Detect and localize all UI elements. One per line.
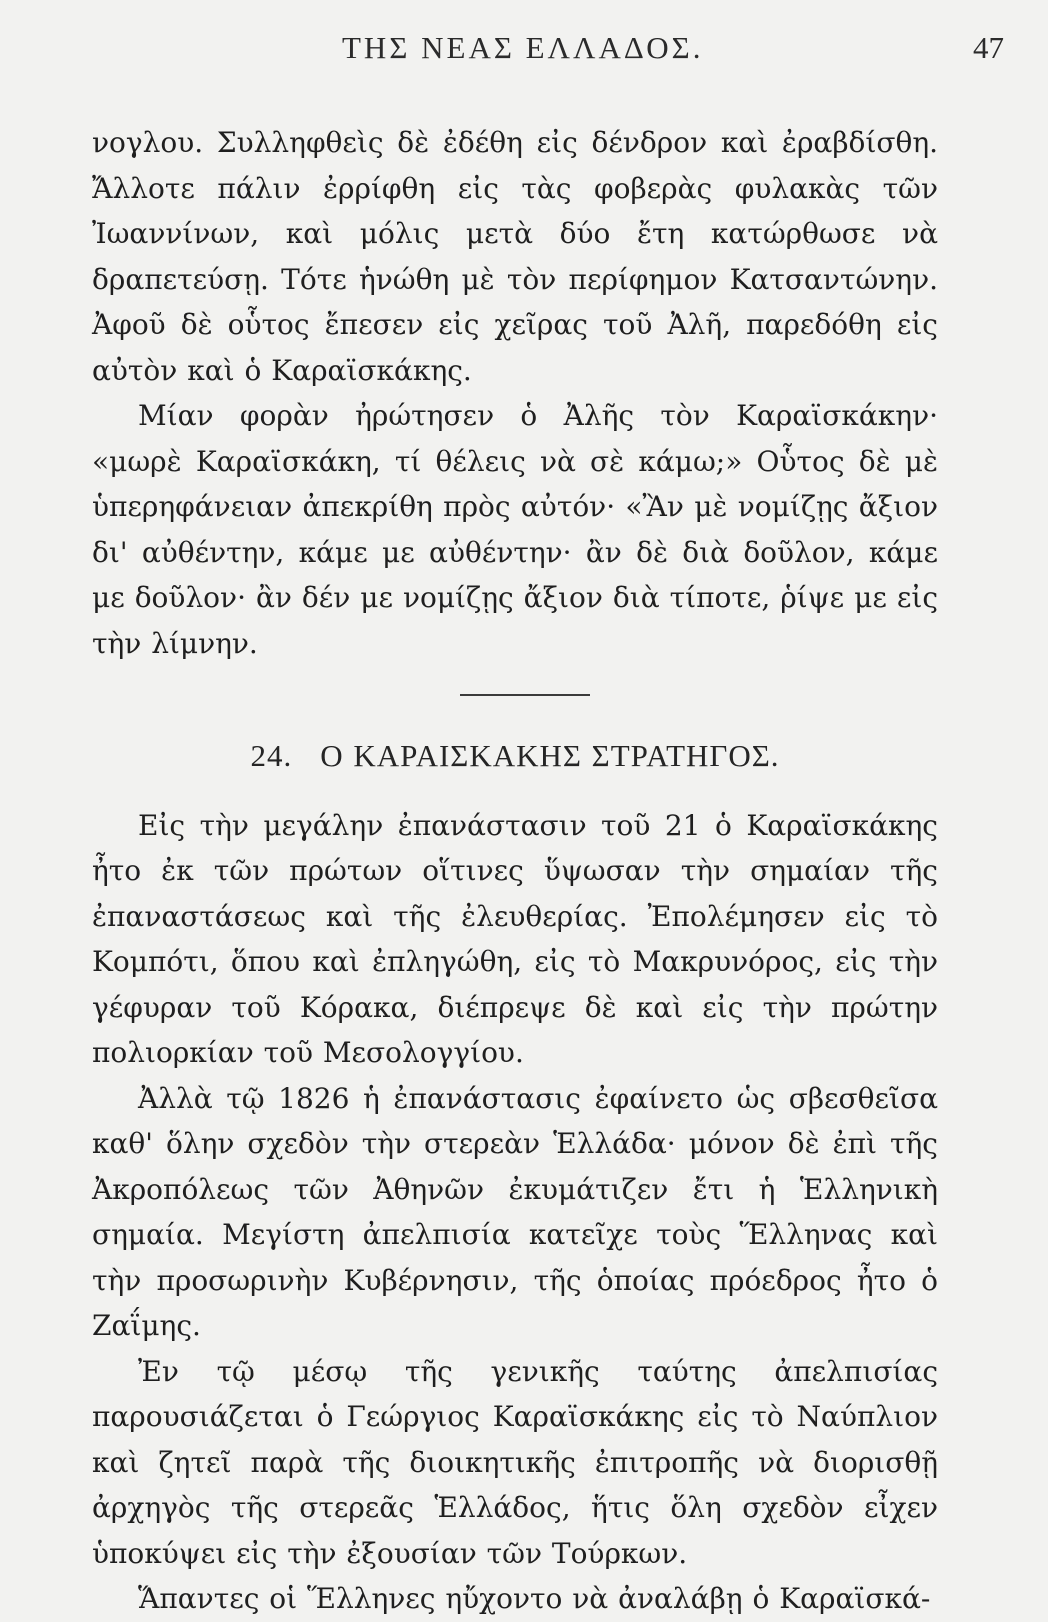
section-title: Ο ΚΑΡΑΙΣΚΑΚΗΣ ΣΤΡΑΤΗΓΟΣ. <box>320 738 780 773</box>
paragraph-4: Ἀλλὰ τῷ 1826 ἡ ἐπανάστασις ἐφαίνετο ὡς σβεσθεῖσα καθ' ὅλην σχεδὸν τὴν στερεὰν Ἑλλάδα· μόνον δὲ ἐπὶ τῆς Ἀκροπόλεως τῶν Ἀθηνῶν ἐκυμάτιζεν ἔτι ἡ Ἑλληνικὴ σημαία. Μεγίστη ἀπελπισία κατεῖχε τοὺς Ἕλληνας καὶ τὴν προσωρινὴν Κυβέρνησιν, τῆς ὁποίας πρόεδρος ἦτο ὁ Ζαΐμης. <box>92 1081 938 1342</box>
page-number: 47 <box>973 30 1004 65</box>
running-header <box>92 24 1004 78</box>
running-title: ΤΗΣ ΝΕΑΣ ΕΛΛΑΔΟΣ. <box>342 30 704 65</box>
paragraph-2: Μίαν φορὰν ἠρώτησεν ὁ Ἀλῆς τὸν Καραϊσκάκην· «μωρὲ Καραϊσκάκη, τί θέλεις νὰ σὲ κάμω;» Οὗτος δὲ μὲ ὑπερηφάνειαν ἀπεκρίθη πρὸς αὐτόν· «Ἂν μὲ νομίζῃς ἄξιον δι' αὐθέντην, κάμε με αὐθέντην· ἂν δὲ διὰ δοῦλον, κάμε με δοῦλον· ἂν δέν με νομίζῃς ἄξιον διὰ τίποτε, ῥίψε με εἰς τὴν λίμνην. <box>92 399 938 660</box>
paragraph-5: Ἐν τῷ μέσῳ τῆς γενικῆς ταύτης ἀπελπισίας παρουσιάζεται ὁ Γεώργιος Καραϊσκάκης εἰς τὸ Ναύπλιον καὶ ζητεῖ παρὰ τῆς διοικητικῆς ἐπιτροπῆς νὰ διορισθῇ ἀρχηγὸς τῆς στερεᾶς Ἑλλάδος, ἥτις ὅλη σχεδὸν εἶχεν ὑποκύψει εἰς τὴν ἐξουσίαν τῶν Τούρκων. <box>92 1354 938 1570</box>
section-divider <box>460 694 590 696</box>
paragraph-6: Ἅπαντες οἱ Ἕλληνες ηὔχοντο νὰ ἀναλάβῃ ὁ Καραϊσκά- <box>138 1582 931 1615</box>
section-number: 24. <box>250 738 293 773</box>
section-heading <box>92 733 938 779</box>
paragraph-3: Εἰς τὴν μεγάλην ἐπανάστασιν τοῦ 21 ὁ Καραϊσκάκης ἦτο ἐκ τῶν πρώτων οἵτινες ὕψωσαν τὴν σημαίαν τῆς ἐπαναστάσεως καὶ τῆς ἐλευθερίας. Ἐπολέμησεν εἰς τὸ Κομπότι, ὅπου καὶ ἐπληγώθη, εἰς τὸ Μακρυνόρος, εἰς τὴν γέφυραν τοῦ Κόρακα, διέπρεψε δὲ καὶ εἰς τὴν πρώτην πολιορκίαν τοῦ Μεσολογγίου. <box>92 808 938 1069</box>
paragraph-1: νογλου. Συλληφθεὶς δὲ ἐδέθη εἰς δένδρον καὶ ἐραβδίσθη. Ἄλλοτε πάλιν ἐρρίφθη εἰς τὰς φοβερὰς φυλακὰς τῶν Ἰωαννίνων, καὶ μόλις μετὰ δύο ἔτη κατώρθωσε νὰ δραπετεύσῃ. Τότε ἡνώθη μὲ τὸν περίφημον Κατσαντώνην. Ἀφοῦ δὲ οὗτος ἔπεσεν εἰς χεῖρας τοῦ Ἀλῆ, παρεδόθη εἰς αὐτὸν καὶ ὁ Καραϊσκάκης. <box>92 126 938 387</box>
body-text <box>92 120 938 1622</box>
